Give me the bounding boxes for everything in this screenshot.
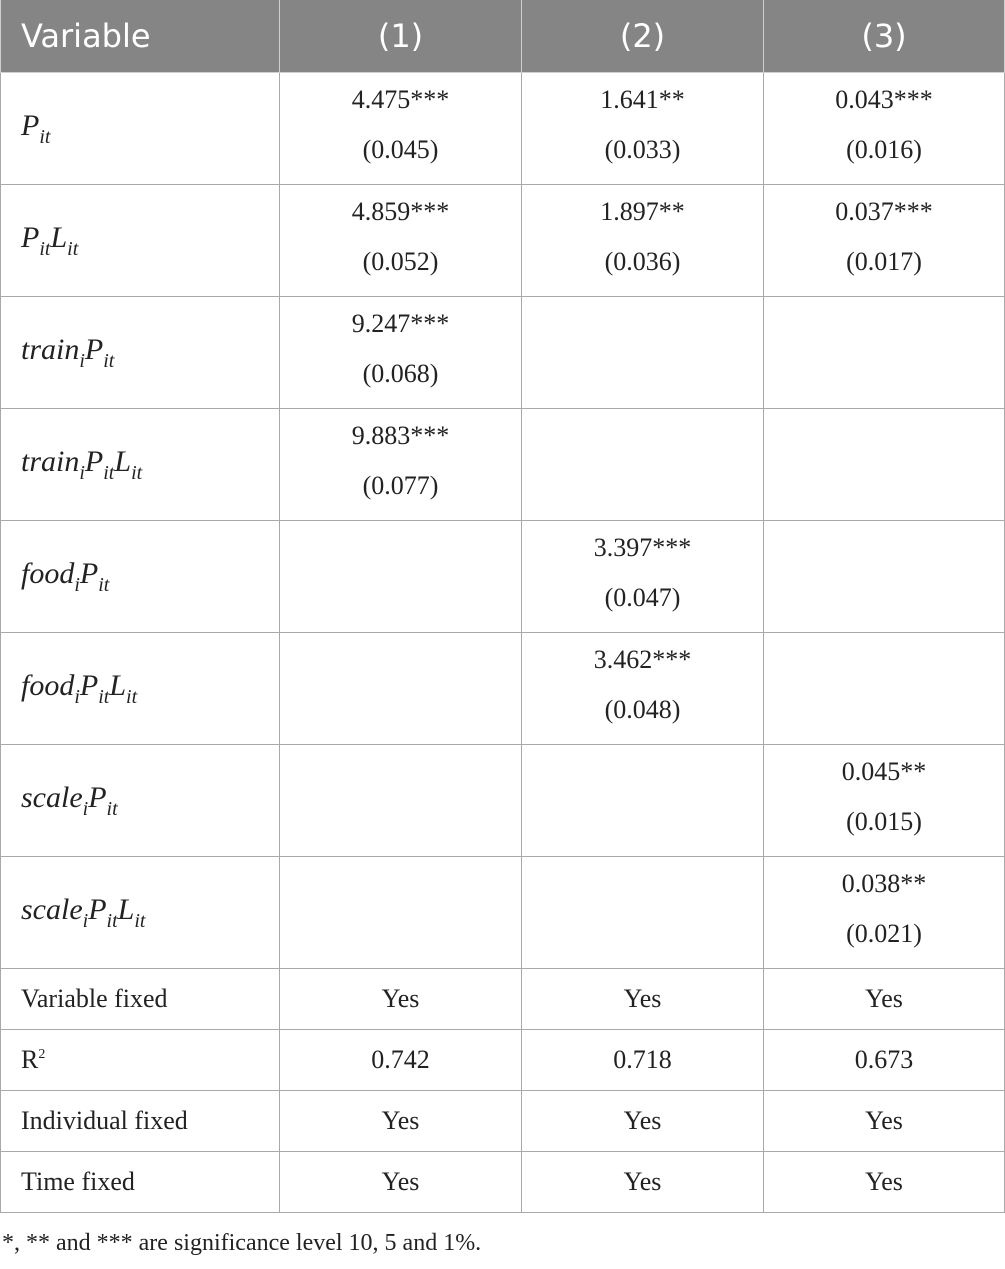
variable-symbol: P — [79, 556, 99, 590]
coef-cell — [764, 409, 1005, 521]
variable-subscript: i — [74, 573, 80, 596]
variable-expression — [21, 444, 143, 484]
table-row — [1, 1152, 1005, 1213]
variable-subscript: i — [79, 349, 85, 372]
variable-symbol: train — [21, 444, 80, 478]
standard-error-value: (0.068) — [362, 358, 439, 388]
coefficient-value: 0.038** — [841, 868, 927, 898]
row-label — [1, 73, 280, 185]
variable-subscript: it — [103, 349, 115, 372]
coef-cell — [280, 521, 522, 633]
standard-error-value: (0.021) — [846, 918, 922, 948]
variable-subscript: i — [82, 797, 89, 820]
row-label-text: Individual fixed — [21, 1106, 188, 1135]
variable-symbol: P — [88, 780, 107, 814]
row-label — [1, 409, 280, 521]
header-col-2: (2) — [522, 0, 764, 73]
row-label — [1, 1030, 280, 1091]
variable-subscript: it — [134, 909, 146, 932]
variable-expression — [21, 332, 115, 372]
coefficient-value: 1.897** — [600, 196, 685, 226]
standard-error-value: (0.077) — [362, 470, 439, 500]
value-cell: 0.718 — [522, 1030, 764, 1091]
value-cell: Yes — [764, 1091, 1005, 1152]
coef-cell — [764, 745, 1005, 857]
coef-cell — [280, 857, 522, 969]
variable-symbol: scale — [21, 780, 83, 814]
coefficient-value: 4.859*** — [351, 196, 450, 226]
variable-symbol: P — [88, 892, 107, 926]
variable-expression — [21, 780, 118, 820]
variable-subscript: it — [106, 797, 118, 820]
coef-cell — [522, 633, 764, 745]
coefficient-value: 4.475*** — [351, 84, 450, 114]
coefficient-value: 9.247*** — [351, 308, 450, 338]
variable-subscript: it — [126, 685, 138, 708]
value-cell: Yes — [280, 1152, 522, 1213]
value-cell: Yes — [764, 1152, 1005, 1213]
row-label — [1, 969, 280, 1030]
variable-symbol: L — [50, 220, 68, 254]
coef-cell — [764, 633, 1005, 745]
standard-error-value: (0.052) — [362, 246, 439, 276]
variable-expression — [21, 668, 138, 708]
variable-symbol: L — [109, 668, 127, 702]
variable-symbol: L — [117, 892, 135, 926]
value-cell: 0.673 — [764, 1030, 1005, 1091]
coef-cell — [280, 73, 522, 185]
row-label — [1, 1091, 280, 1152]
variable-subscript: i — [79, 461, 85, 484]
coef-cell — [522, 857, 764, 969]
header-variable: Variable — [1, 0, 280, 73]
variable-subscript: it — [131, 461, 143, 484]
coef-cell — [280, 633, 522, 745]
row-label — [1, 185, 280, 297]
coef-cell — [522, 745, 764, 857]
standard-error-value: (0.047) — [604, 582, 681, 612]
row-label — [1, 521, 280, 633]
coefficient-value: 1.641** — [600, 84, 685, 114]
variable-expression — [21, 892, 146, 932]
variable-subscript: it — [106, 909, 118, 932]
coef-cell — [280, 297, 522, 409]
coef-cell — [764, 73, 1005, 185]
coef-cell — [280, 745, 522, 857]
standard-error-value: (0.015) — [846, 806, 922, 836]
table-footnote: *, ** and *** are significance level 10, 5 and 1%. — [2, 1230, 482, 1256]
coefficient-value: 0.037*** — [835, 196, 933, 226]
header-col-1: (1) — [280, 0, 522, 73]
coefficient-value: 0.045** — [841, 756, 927, 786]
table-row — [1, 745, 1005, 857]
table-row — [1, 969, 1005, 1030]
coef-cell — [522, 185, 764, 297]
coef-cell — [522, 521, 764, 633]
row-label-superscript: 2 — [38, 1047, 46, 1062]
header-col-3: (3) — [764, 0, 1005, 73]
row-label-text: R — [21, 1045, 39, 1074]
variable-expression — [21, 108, 51, 148]
row-label — [1, 297, 280, 409]
value-cell: Yes — [280, 1091, 522, 1152]
coef-cell — [764, 185, 1005, 297]
table-row — [1, 521, 1005, 633]
table-row — [1, 633, 1005, 745]
value-cell: Yes — [522, 1091, 764, 1152]
row-label — [1, 1152, 280, 1213]
coef-cell — [280, 409, 522, 521]
variable-subscript: it — [39, 125, 51, 148]
variable-symbol: P — [21, 220, 40, 254]
variable-symbol: P — [84, 444, 104, 478]
table-row — [1, 409, 1005, 521]
standard-error-value: (0.033) — [604, 134, 681, 164]
row-label-text: Variable fixed — [21, 984, 168, 1013]
coef-cell — [764, 297, 1005, 409]
variable-expression — [21, 220, 79, 260]
coef-cell — [522, 297, 764, 409]
table-row — [1, 73, 1005, 185]
row-label — [1, 633, 280, 745]
coef-cell — [522, 73, 764, 185]
variable-symbol: train — [21, 332, 80, 366]
row-label — [1, 857, 280, 969]
header-row — [1, 0, 1005, 73]
variable-symbol: food — [21, 668, 75, 702]
standard-error-value: (0.017) — [846, 246, 922, 276]
variable-symbol: L — [114, 444, 132, 478]
table-row — [1, 1091, 1005, 1152]
variable-symbol: P — [79, 668, 99, 702]
coef-cell — [522, 409, 764, 521]
variable-symbol: P — [21, 108, 40, 142]
row-label — [1, 745, 280, 857]
coefficient-value: 9.883*** — [351, 420, 450, 450]
value-cell: Yes — [280, 969, 522, 1030]
row-label-text: Time fixed — [21, 1167, 135, 1196]
variable-subscript: i — [82, 909, 89, 932]
table-row — [1, 297, 1005, 409]
coef-cell — [764, 857, 1005, 969]
variable-subscript: it — [39, 237, 51, 260]
coef-cell — [764, 521, 1005, 633]
coefficient-value: 3.397*** — [593, 532, 692, 562]
table-body — [1, 73, 1005, 1213]
standard-error-value: (0.048) — [604, 694, 681, 724]
coefficient-value: 0.043*** — [835, 84, 933, 114]
coefficient-value: 3.462*** — [593, 644, 692, 674]
variable-subscript: it — [103, 461, 115, 484]
variable-subscript: it — [98, 573, 110, 596]
variable-subscript: it — [98, 685, 110, 708]
variable-symbol: scale — [21, 892, 83, 926]
coef-cell — [280, 185, 522, 297]
table-row — [1, 1030, 1005, 1091]
table-row — [1, 857, 1005, 969]
variable-subscript: it — [67, 237, 79, 260]
standard-error-value: (0.036) — [604, 246, 681, 276]
table-row — [1, 185, 1005, 297]
value-cell: Yes — [522, 1152, 764, 1213]
variable-symbol: P — [84, 332, 104, 366]
value-cell: Yes — [522, 969, 764, 1030]
variable-expression — [21, 556, 110, 596]
value-cell: 0.742 — [280, 1030, 522, 1091]
standard-error-value: (0.045) — [362, 134, 439, 164]
variable-symbol: food — [21, 556, 75, 590]
variable-subscript: i — [74, 685, 80, 708]
value-cell: Yes — [764, 969, 1005, 1030]
standard-error-value: (0.016) — [846, 134, 922, 164]
